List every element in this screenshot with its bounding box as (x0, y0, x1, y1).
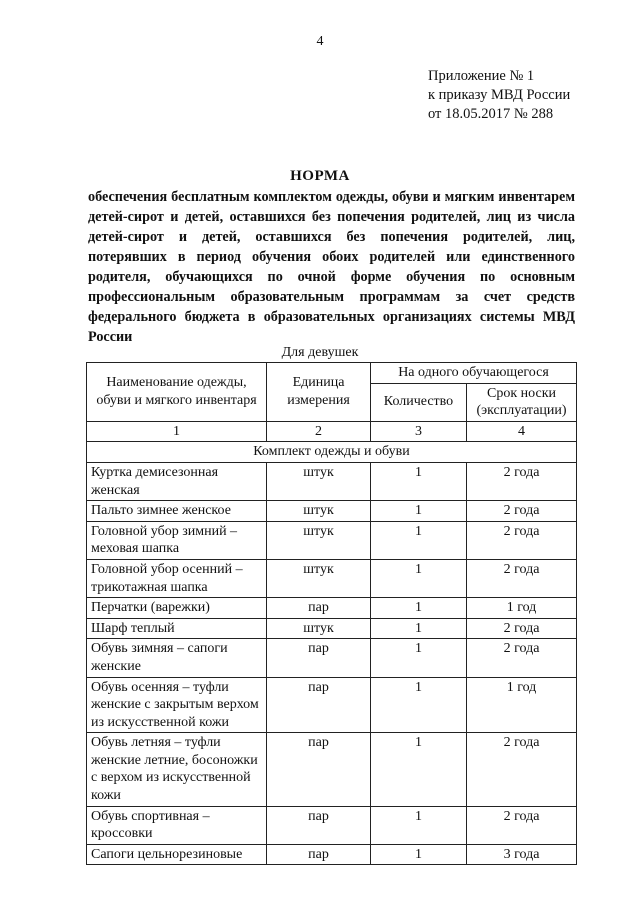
item-term: 3 года (467, 844, 577, 865)
item-term: 1 год (467, 677, 577, 733)
page-number: 4 (316, 34, 324, 49)
table-row (87, 598, 577, 619)
table-row (87, 618, 577, 639)
item-unit: пар (267, 733, 371, 806)
document-subtitle: обеспечения бесплатным комплектом одежды, обуви и мягким инвентарем детей-сирот и детей, оставшихся без попечения родителей, лиц из числа детей-сирот и детей, оставшихся без попечения родителей, лиц, потерявших в период обучения обоих родителей или единственного родителя, обучающихся по очной форме обучения по основным профессиональным образовательным программам за счет средств федерального бюджета в образовательных организациях системы МВД России (88, 189, 575, 345)
item-unit: штук (267, 462, 371, 500)
appendix-line-3: от 18.05.2017 № 288 (428, 106, 554, 122)
item-quantity: 1 (371, 598, 467, 619)
item-unit: пар (267, 639, 371, 677)
appendix-line-2: к приказу МВД России (428, 87, 571, 103)
item-term: 2 года (467, 501, 577, 522)
table-row (87, 806, 577, 844)
item-term: 2 года (467, 559, 577, 597)
table-row (87, 844, 577, 865)
item-unit: пар (267, 844, 371, 865)
item-name: Обувь осенняя – туфли женские с закрытым верхом из искусственной кожи (87, 677, 267, 733)
appendix-line-1: Приложение № 1 (428, 68, 535, 84)
item-quantity: 1 (371, 844, 467, 865)
norms-table (86, 362, 577, 865)
col-number: 1 (87, 421, 267, 442)
item-term: 2 года (467, 806, 577, 844)
table-caption: Для девушек (281, 345, 359, 360)
item-quantity: 1 (371, 639, 467, 677)
item-term: 2 года (467, 462, 577, 500)
item-term: 2 года (467, 521, 577, 559)
col-number: 4 (467, 421, 577, 442)
item-name: Головной убор осенний – трикотажная шапка (87, 559, 267, 597)
item-unit: штук (267, 559, 371, 597)
header-per-student: На одного обучающегося (371, 363, 577, 384)
item-quantity: 1 (371, 462, 467, 500)
item-name: Шарф теплый (87, 618, 267, 639)
item-name: Головной убор зимний – меховая шапка (87, 521, 267, 559)
item-unit: штук (267, 521, 371, 559)
col-number: 2 (267, 421, 371, 442)
item-unit: штук (267, 501, 371, 522)
item-name: Перчатки (варежки) (87, 598, 267, 619)
item-quantity: 1 (371, 733, 467, 806)
item-name: Куртка демисезонная женская (87, 462, 267, 500)
table-row (87, 733, 577, 806)
item-unit: штук (267, 618, 371, 639)
table-row (87, 639, 577, 677)
item-name: Пальто зимнее женское (87, 501, 267, 522)
item-name: Сапоги цельнорезиновые (87, 844, 267, 865)
table-body (87, 442, 577, 865)
header-term: Срок носки (эксплуатации) (467, 383, 577, 421)
item-unit: пар (267, 677, 371, 733)
item-term: 2 года (467, 639, 577, 677)
item-quantity: 1 (371, 618, 467, 639)
table-row (87, 559, 577, 597)
header-quantity: Количество (371, 383, 467, 421)
table-row (87, 462, 577, 500)
item-quantity: 1 (371, 677, 467, 733)
document-title: НОРМА (290, 168, 350, 184)
item-term: 1 год (467, 598, 577, 619)
item-quantity: 1 (371, 559, 467, 597)
header-name: Наименование одежды, обуви и мягкого инвентаря (87, 363, 267, 422)
col-number: 3 (371, 421, 467, 442)
item-unit: пар (267, 598, 371, 619)
item-term: 2 года (467, 733, 577, 806)
item-unit: пар (267, 806, 371, 844)
table-row (87, 521, 577, 559)
item-quantity: 1 (371, 521, 467, 559)
item-name: Обувь спортивная – кроссовки (87, 806, 267, 844)
table-row (87, 501, 577, 522)
item-name: Обувь зимняя – сапоги женские (87, 639, 267, 677)
header-unit: Единица измерения (267, 363, 371, 422)
appendix-block (428, 67, 570, 124)
item-name: Обувь летняя – туфли женские летние, босоножки с верхом из искусственной кожи (87, 733, 267, 806)
item-quantity: 1 (371, 501, 467, 522)
table-row (87, 677, 577, 733)
item-term: 2 года (467, 618, 577, 639)
section-title: Комплект одежды и обуви (87, 442, 577, 463)
item-quantity: 1 (371, 806, 467, 844)
